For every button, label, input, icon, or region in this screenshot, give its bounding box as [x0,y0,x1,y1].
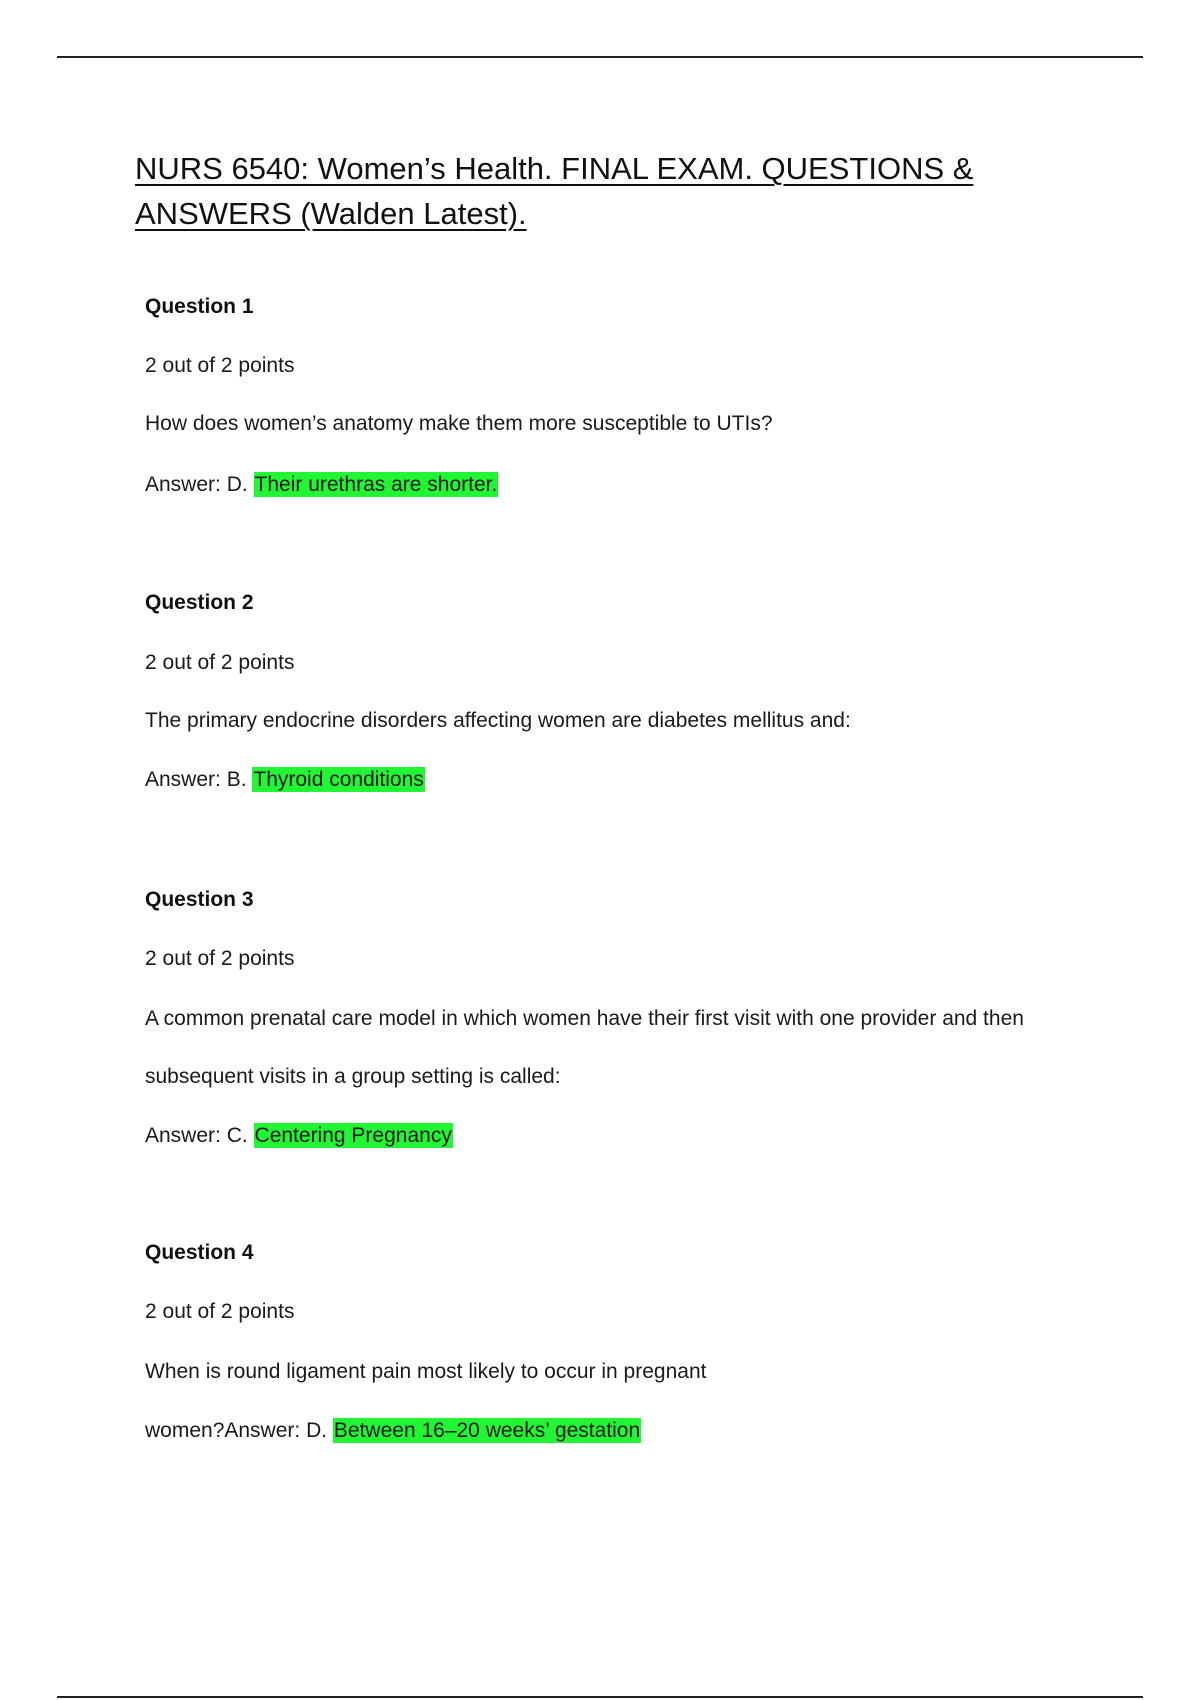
question-4-heading: Question 4 [145,1241,254,1264]
question-2-answer-prefix: Answer: B. [145,768,253,791]
top-rule [57,56,1143,58]
question-2-prompt: The primary endocrine disorders affecting women are diabetes mellitus and: [145,709,851,732]
question-4-prompt-line-1: When is round ligament pain most likely to occur in pregnant [145,1360,707,1383]
question-1-answer-highlight: Their urethras are shorter. [254,473,498,496]
question-3-prompt-line-2: subsequent visits in a group setting is called: [145,1065,561,1088]
question-1-answer-prefix: Answer: D. [145,473,254,496]
question-3-answer-prefix: Answer: C. [145,1124,254,1147]
document-title: NURS 6540: Women’s Health. FINAL EXAM. QUESTIONS & ANSWERS (Walden Latest). [135,151,974,231]
question-3-prompt-line-1: A common prenatal care model in which women have their first visit with one provider and then [145,1007,1024,1030]
question-1-heading: Question 1 [145,295,254,318]
question-1-points: 2 out of 2 points [145,354,295,377]
question-2-heading: Question 2 [145,591,254,614]
question-3-answer-line [145,1122,453,1150]
question-1-answer-line [145,471,498,499]
bottom-rule [57,1696,1143,1698]
question-2-answer-line [145,766,425,794]
question-4-answer-prefix: women?Answer: D. [145,1419,333,1442]
question-3-heading: Question 3 [145,888,254,911]
question-2-answer-highlight: Thyroid conditions [253,768,424,791]
question-4-answer-line [145,1417,641,1445]
question-3-points: 2 out of 2 points [145,947,295,970]
question-3-answer-highlight: Centering Pregnancy [254,1124,452,1147]
question-1-prompt: How does women’s anatomy make them more susceptible to UTIs? [145,412,773,435]
question-4-points: 2 out of 2 points [145,1300,295,1323]
question-4-answer-highlight: Between 16–20 weeks’ gestation [333,1419,641,1442]
question-2-points: 2 out of 2 points [145,651,295,674]
